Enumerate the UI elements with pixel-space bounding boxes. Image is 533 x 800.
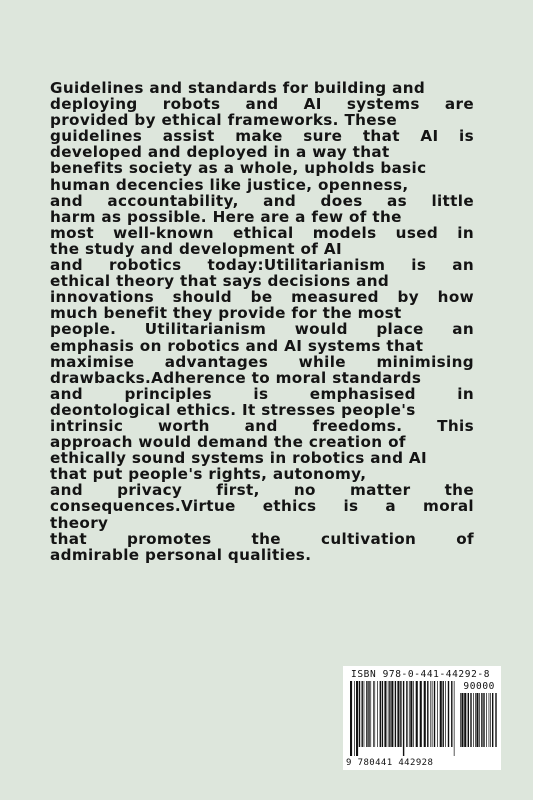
barcode-bar — [479, 693, 480, 747]
barcode-bar — [377, 681, 378, 747]
barcode-bar — [481, 693, 482, 747]
barcode-bar — [370, 681, 371, 747]
blurb-line: and accountability, and does as little — [50, 192, 474, 209]
barcode-bar — [427, 681, 428, 747]
barcode-bar — [356, 681, 358, 756]
barcode-bar — [492, 693, 493, 747]
barcode-bar — [476, 693, 478, 747]
barcode-bar — [460, 693, 461, 747]
barcode-bar — [395, 681, 396, 747]
blurb-line: harm as possible. Here are a few of the — [50, 208, 402, 225]
barcode-bar — [434, 681, 435, 747]
barcode-bar — [400, 681, 401, 747]
barcode-bar — [443, 681, 444, 747]
blurb-line: drawbacks.Adherence to moral standards — [50, 369, 422, 386]
barcode-bar — [490, 693, 491, 747]
barcode-bar — [420, 681, 422, 747]
barcode-bar — [486, 693, 487, 747]
barcode-bar — [374, 681, 375, 747]
barcode-bar — [430, 681, 431, 747]
blurb-line: deploying robots and AI systems are — [50, 96, 474, 113]
blurb-line: people. Utilitarianism would place an — [50, 321, 474, 338]
barcode-bar — [354, 681, 355, 756]
isbn-barcode — [343, 666, 501, 770]
barcode-bar — [350, 681, 352, 756]
blurb-line: and robotics today:Utilitarianism is an — [50, 257, 474, 274]
blurb-line: maximise advantages while minimising — [50, 353, 474, 370]
barcode-bar — [397, 681, 399, 747]
barcode-bars — [349, 681, 457, 756]
blurb-line: benefits society as a whole, upholds basic — [50, 160, 427, 177]
barcode-bar — [388, 681, 389, 747]
barcode-bar — [410, 681, 412, 747]
blurb-line: deontological ethics. It stresses people's — [50, 401, 416, 418]
blurb-line: innovations should be measured by how — [50, 289, 474, 306]
blurb-line: Guidelines and standards for building and — [50, 80, 426, 97]
blurb-line: and principles is emphasised in — [50, 385, 474, 402]
blurb-line: provided by ethical frameworks. These — [50, 112, 398, 129]
barcode-bar — [464, 693, 466, 747]
barcode-bar — [483, 693, 484, 747]
blurb-line: the study and development of AI — [50, 240, 343, 258]
barcode-bar — [432, 681, 433, 747]
barcode-bar — [403, 681, 404, 756]
barcode-bar — [451, 681, 452, 747]
blurb-text — [50, 80, 474, 563]
blurb-line: and privacy first, no matter the — [50, 482, 474, 499]
price-barcode-bars — [459, 693, 497, 756]
blurb-line: ethically sound systems in robotics and AI — [50, 450, 428, 467]
barcode-bar — [373, 681, 374, 747]
blurb-line: intrinsic worth and freedoms. This — [50, 417, 474, 435]
barcode-bar — [445, 681, 446, 747]
blurb-line: ethical theory that says decisions and — [50, 273, 390, 290]
barcode-bar — [384, 681, 386, 747]
blurb-line: emphasis on robotics and AI systems that — [50, 337, 424, 354]
isbn-digits: 9 780441 442928 — [346, 758, 434, 768]
barcode-bar — [461, 693, 463, 747]
barcode-bar — [424, 681, 426, 747]
blurb-line: guidelines assist make sure that AI is — [50, 128, 474, 145]
isbn-label: ISBN 978-0-441-44292-8 — [351, 669, 491, 680]
blurb-line: much benefit they provide for the most — [50, 305, 402, 322]
barcode-bar — [366, 681, 367, 747]
barcode-bar — [413, 681, 414, 747]
blurb-line: that put people's rights, autonomy, — [50, 466, 367, 483]
barcode-bar — [468, 693, 469, 747]
blurb-line: that promotes the cultivation of — [50, 530, 474, 547]
barcode-bar — [475, 693, 476, 747]
barcode-bar — [473, 693, 474, 747]
barcode-bar — [470, 693, 471, 747]
barcode-bar — [368, 681, 369, 747]
barcode-bar — [416, 681, 418, 747]
blurb-line: most well-known ethical models used in — [50, 224, 474, 241]
barcode-bar — [391, 681, 393, 747]
barcode-bar — [448, 681, 449, 747]
blurb-line: theory — [50, 514, 109, 531]
blurb-line: approach would demand the creation of — [50, 434, 406, 451]
barcode-bar — [489, 693, 490, 747]
barcode-bar — [409, 681, 410, 747]
barcode-bar — [495, 693, 496, 747]
barcode-bar — [440, 681, 442, 747]
barcode-bar — [382, 681, 383, 747]
barcode-bar — [380, 681, 381, 747]
price-code: 90000 — [463, 681, 495, 692]
barcode-bar — [359, 681, 360, 747]
barcode-bar — [389, 681, 390, 747]
barcode-bar — [437, 681, 438, 747]
blurb-line: consequences.Virtue ethics is a moral — [50, 498, 474, 515]
blurb-line: admirable personal qualities. — [50, 546, 312, 563]
barcode-bar — [362, 681, 363, 747]
barcode-bar — [454, 681, 455, 756]
blurb-line: developed and deployed in a way that — [50, 144, 390, 161]
barcode-bar — [406, 681, 407, 747]
blurb-line: human decencies like justice, openness, — [50, 176, 409, 193]
barcode-bar — [364, 681, 365, 747]
